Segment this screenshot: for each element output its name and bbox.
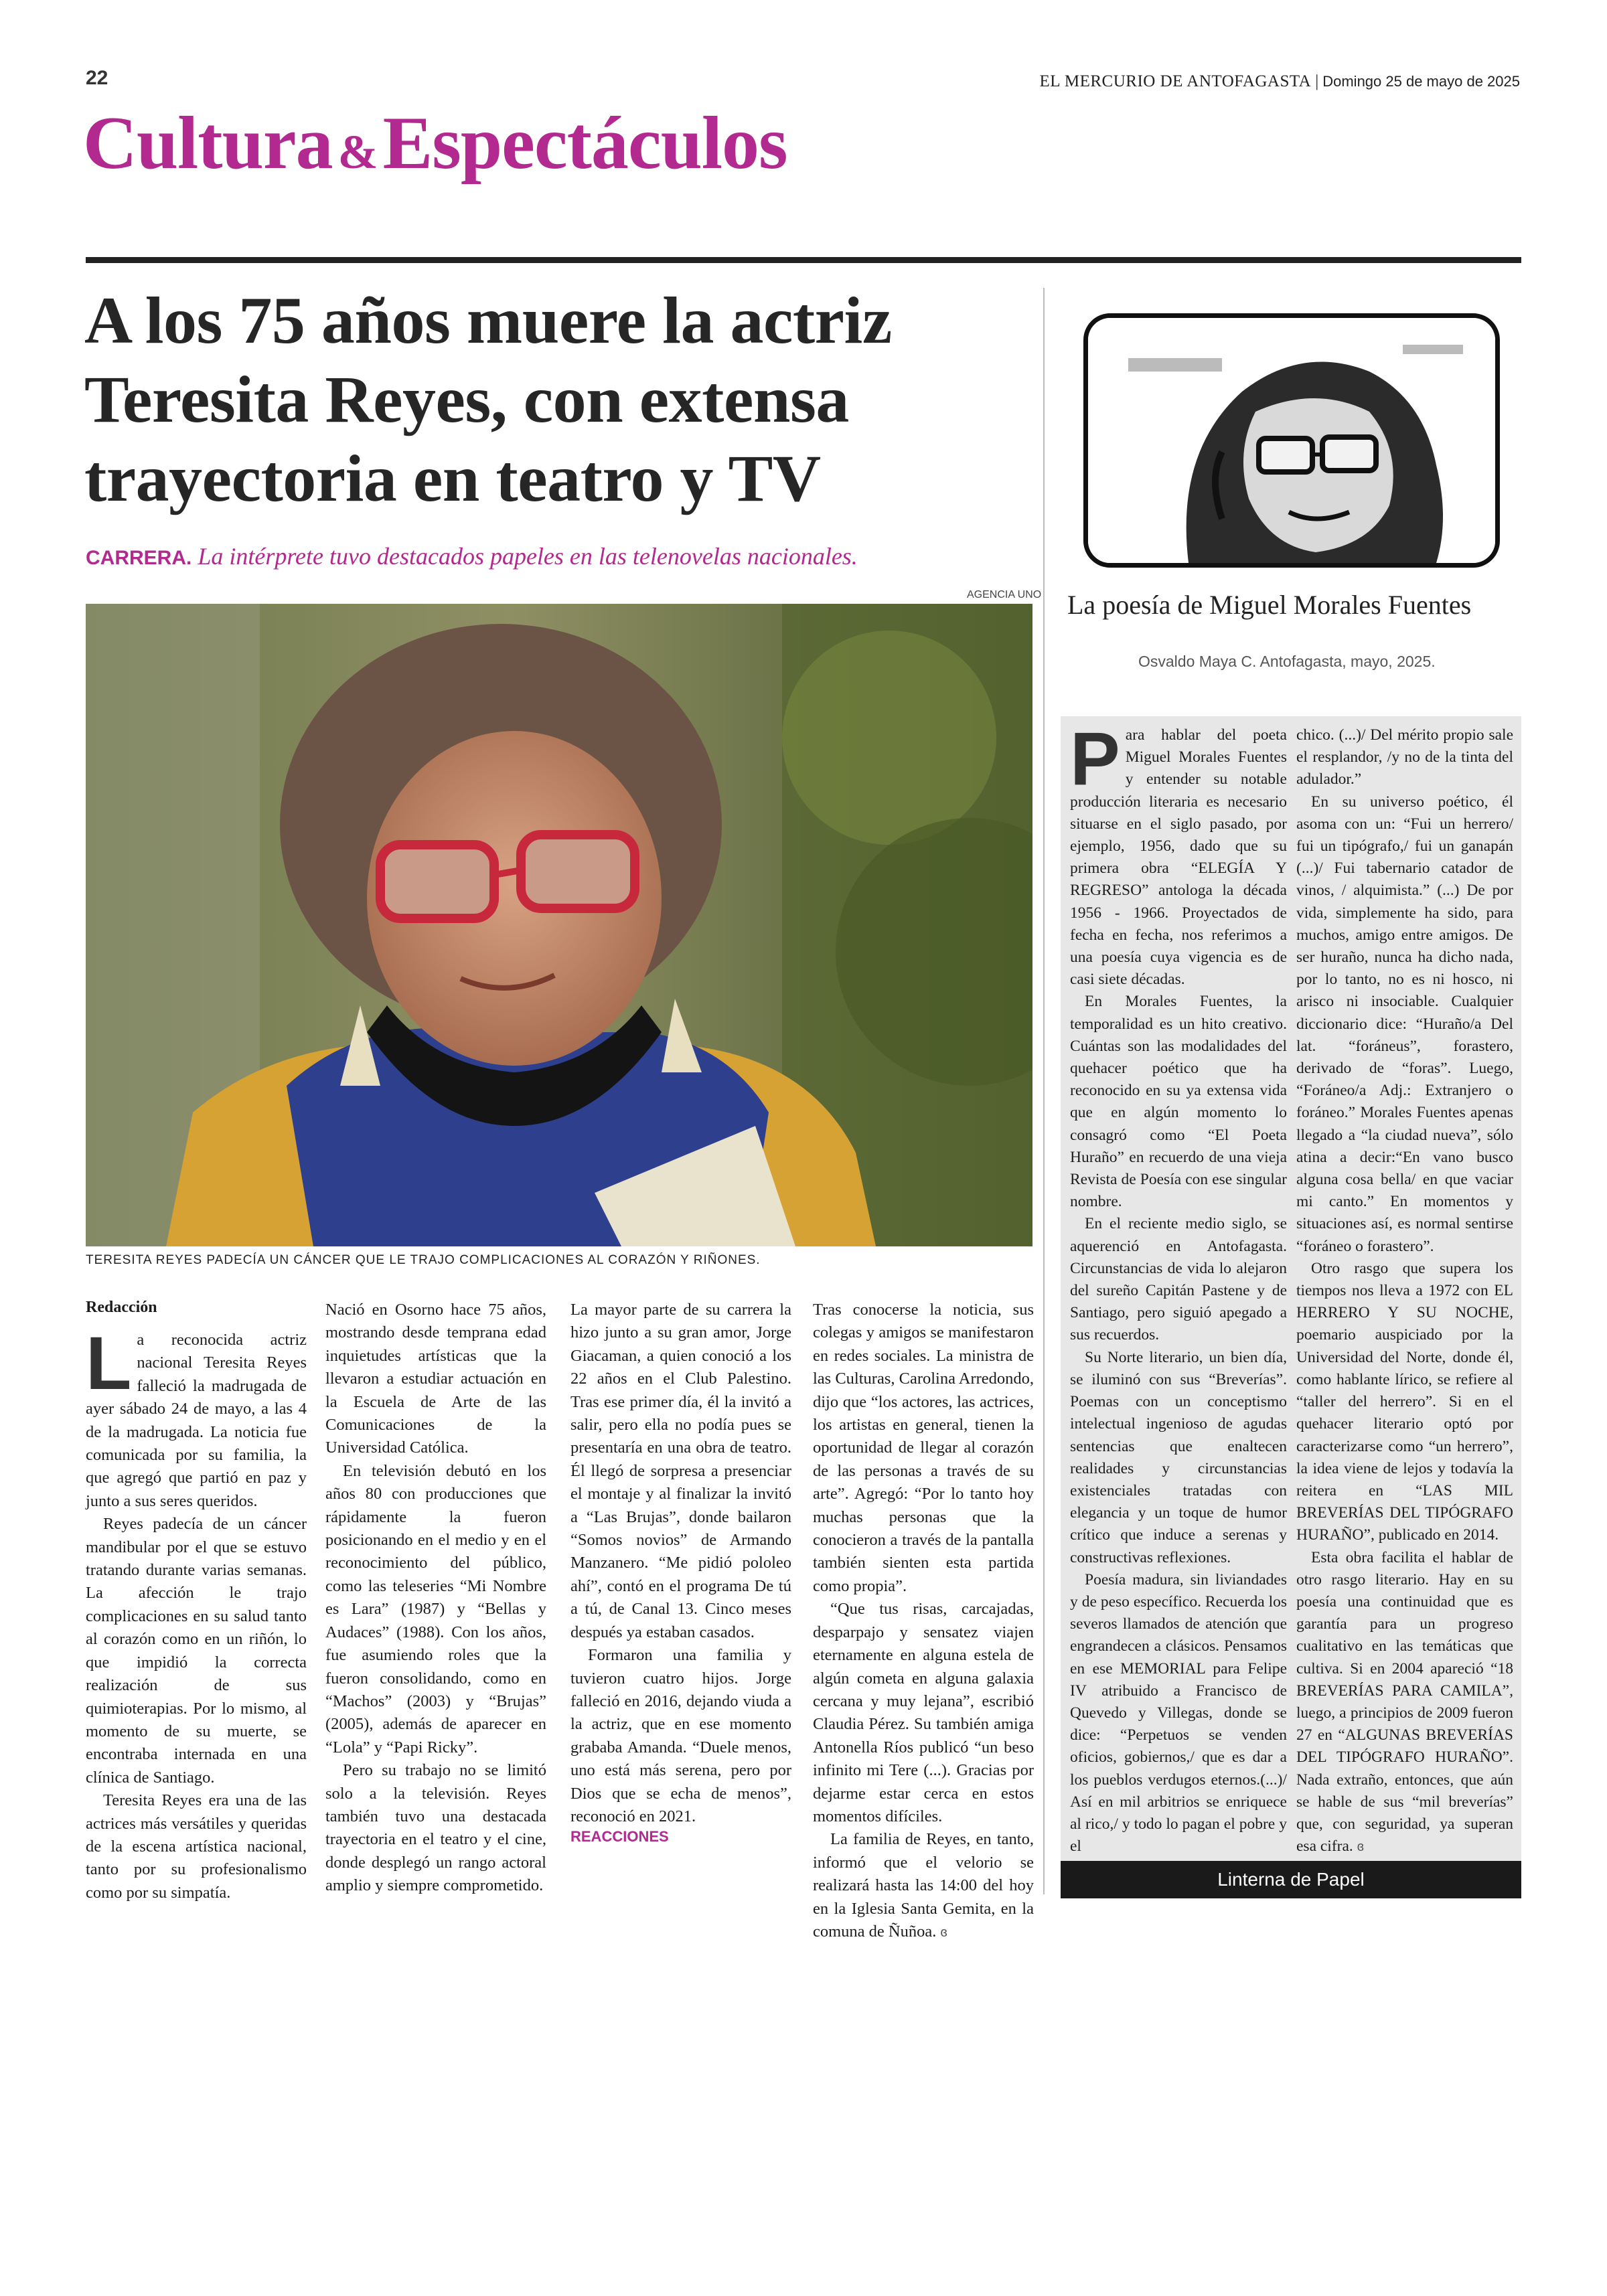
section-title — [83, 100, 787, 187]
article-paragraph — [86, 1321, 307, 1513]
photo-caption: TERESITA REYES PADECÍA UN CÁNCER QUE LE TRAJO COMPLICACIONES AL CORAZÓN Y RIÑONES. — [86, 1253, 761, 1267]
sidebar-paragraph: chico. (...)/ Del mérito propio sale el resplandor, /y no de la tinta del adulador.” — [1296, 726, 1513, 789]
article-subtitle: La intérprete tuvo destacados papeles en las telenovelas nacionales. — [198, 543, 858, 570]
article-paragraph: Pero su trabajo no se limitó solo a la televisión. Reyes también tuvo una destacada trayectoria en el teatro y el cine, donde desplegó un rango actoral amplio y siempre comprometido. — [325, 1761, 546, 1895]
sidebar-paragraph: En el reciente medio siglo, se aquerenció en Antofagasta. Circunstancias de vida lo alejaron del sureño Capitán Pastene y de Santiago, pero siguió apegado a sus recuerdos. — [1070, 1215, 1287, 1344]
article-paragraph: En televisión debutó en los años 80 con producciones que rápidamente la fueron posicionando en el medio y en el reconocimiento del público, como las teleseries “Mi Nombre es Lara” (1987) y “Bellas y Audaces” (1988). Con los años, fue asumiendo roles que la fueron consolidando, como en “Machos” (2003) y “Brujas” (2005), además de aparecer en “Lola” y “Papi Ricky”. — [325, 1461, 546, 1756]
sidebar-paragraph: En su universo poético, él asoma con un: “Fui un herrero/ fui un tipógrafo,/ fui un ganapán (...)/ Fui tabernario catador de vinos, / alquimista.” (...) De por vida, simplemente ha sido, para muchos, amigo entre amigos. De ser huraño, nunca ha dicho nada, por lo tanto, no es ni hosco, ni arisco ni insociable. Cualquier diccionario dice: “Huraño/a Del lat. “foráneus”, forastero, derivado de “foras”. Luego, “Foráneo/a Adj.: Extranjero o foráneo.” Morales Fuentes apenas llegado a “la ciudad nueva”, sólo atina a decir:“En vano busco alguna cosa bella/ en que vaciar mi canto.” En momentos y situaciones así, es normal sentirse “foráneo o forastero”. — [1296, 793, 1513, 1255]
article-column-1 — [86, 1299, 307, 1904]
column-divider — [1043, 288, 1045, 1894]
section-title-right: Espectáculos — [382, 102, 787, 185]
end-mark-icon: ɞ — [940, 1924, 947, 1940]
article-subhead: REACCIONES — [570, 1828, 669, 1846]
sidebar-byline: Osvaldo Maya C. Antofagasta, mayo, 2025. — [1138, 653, 1436, 670]
sidebar-paragraph — [1070, 717, 1287, 991]
article-kicker — [86, 542, 858, 570]
sidebar-footer-bar: Linterna de Papel — [1061, 1861, 1521, 1898]
article-headline: A los 75 años muere la actriz Teresita Reyes, con extensa trayectoria en teatro y TV — [84, 283, 892, 515]
paragraph-text: Esta obra facilita el hablar de otro rasgo literario. Hay en su poesía una continuidad que es garantía para un progreso cualitativo en las temáticas que cultiva. Si en 2004 apareció “18 BREVERÍAS PARA CAMILA”, luego, a principios de 2009 fueron 27 en “ALGUNAS BREVERÍAS DEL TIPÓGRAFO HURAÑO”. Nada extraño, entonces, que aún se hable de sus “mil breverías” que, con seguridad, ya superan esa cifra. — [1296, 1548, 1513, 1856]
sidebar-paragraph: En Morales Fuentes, la temporalidad es un hito creativo. Cuántas son las modalidades del quehacer poético que ha reconocido en su ya extensa vida que en algún momento lo consagró como “El Poeta Huraño” en recuerdo de una vieja Revista de Poesía con ese singular nombre. — [1070, 993, 1287, 1211]
article-paragraph: La mayor parte de su carrera la hizo junto a su gran amor, Jorge Giacaman, a quien conoció a los 22 años en el Club Palestino. Tras ese primer día, él la invitó a salir, pero ella no podía pues se presentaría en una obra de teatro. Él llegó de sorpresa a presenciar el montaje y al finalizar la invitó a “Las Brujas”, donde bailaron “Somos novios” de Armando Manzanero. “Me pidió pololeo ahí”, contó en el programa De tú a tú, de Canal 13. Cinco meses después ya estaban casados. — [570, 1301, 791, 1641]
publication-date: Domingo 25 de mayo de 2025 — [1322, 73, 1520, 90]
paragraph-text: a reconocida actriz nacional Teresita Reyes falleció la madrugada de ayer sábado 24 de mayo, a las 4 de la madrugada. La noticia fue comunicada por su familia, la que agregó que partió en paz y junto a sus seres queridos. — [86, 1331, 307, 1510]
portrait-illustration — [86, 604, 1032, 1246]
sidebar-title: La poesía de Miguel Morales Fuentes — [1067, 590, 1472, 620]
article-paragraph: Nació en Osorno hace 75 años, mostrando desde temprana edad inquietudes artísticas que la llevaron a estudiar actuación en la Escuela de Arte de las Comunicaciones de la Universidad Católica. — [325, 1301, 546, 1457]
sidebar-paragraph: Su Norte literario, un bien día, se iluminó con sus “Breverías”. Poemas con un conceptismo intelectual ingenioso de agudas sentencias que enaltecen realidades y circunstancias existenciales tratadas con elegancia y un toque de humor crítico que induce a serenas y constructivas reflexiones. — [1070, 1348, 1287, 1566]
article-byline: Redacción — [86, 1299, 157, 1316]
end-mark-icon: ɞ — [1357, 1839, 1364, 1855]
paragraph-text: ara hablar del poeta Miguel Morales Fuentes y entender su notable producción literaria es necesario situarse en el siglo pasado, por ejemplo, 1956, dado que su primera obra “ELEGÍA Y REGRESO” antologa la década 1956 - 1966. Proyectados de fecha en fecha, nos referimos a una poesía cuya vigencia es de casi siete décadas. — [1070, 726, 1287, 989]
article-paragraph: Teresita Reyes era una de las actrices más versátiles y queridas de la escena artística nacional, tanto por su profesionalismo como por su simpatía. — [86, 1791, 307, 1902]
publication-name: EL MERCURIO DE ANTOFAGASTA — [1039, 72, 1312, 90]
article-paragraph: Tras conocerse la noticia, sus colegas y amigos se manifestaron en redes sociales. La ministra de las Culturas, Carolina Arredondo, dijo que “los actores, las actrices, los artistas en general, tienen la oportunidad de llegar al corazón de las personas a través de su arte”. Agregó: “Por lo tanto hoy muchas personas que la conocieron a través de la pantalla también sienten esta partida como propia”. — [813, 1301, 1035, 1595]
page-number: 22 — [86, 67, 108, 89]
sidebar-illustration — [1083, 313, 1500, 568]
kicker-label: CARRERA. — [86, 547, 192, 569]
article-paragraph — [813, 1828, 1034, 1944]
article-paragraph: Formaron una familia y tuvieron cuatro hijos. Jorge falleció en 2016, dejando viuda a la actriz, que en ese momento grababa Amanda. “Duele menos, uno está más serena, pero por Dios que se echa de menos”, reconoció en 2021. — [570, 1646, 791, 1825]
article-photo — [86, 604, 1032, 1246]
article-column-4 — [813, 1299, 1034, 1944]
article-column-2 — [325, 1299, 546, 1898]
author-portrait-icon — [1088, 318, 1495, 563]
photo-credit: AGENCIA UNO — [967, 589, 1042, 600]
article-paragraph: Reyes padecía de un cáncer mandibular por el que se estuvo tratando durante varias semanas. La afección le trajo complicaciones en su salud tanto al corazón como en un riñón, lo que impidió la correcta realización de sus quimioterapias. Por lo mismo, al momento de su muerte, se encontraba internada en una clínica de Santiago. — [86, 1515, 307, 1787]
sidebar-column-1 — [1070, 717, 1287, 1858]
drop-cap: L — [86, 1321, 132, 1405]
article-column-3 — [570, 1299, 791, 1846]
sidebar-paragraph: Otro rasgo que supera los tiempos nos lleva a 1972 con EL HERRERO Y SU NOCHE, poemario auspiciado por la Universidad del Norte, donde él, como hablante lírico, se refiere al “taller del herrero”. Si en el quehacer literario optó por caracterizarse como “un herrero”, la idea viene de lejos y todavía la reitera en “LAS MIL BREVERÍAS DEL TIPÓGRAFO HURAÑO”, publicado en 2014. — [1296, 1259, 1513, 1544]
article-paragraph: “Que tus risas, carcajadas, desparpajo y sensatez viajen eternamente en alguna estela de algún cometa en alguna galaxia cercana y muy lejana”, escribió Claudia Pérez. Su también amiga Antonella Ríos publicó “un beso infinito mi Tere (...). Gracias por dejarme estar cerca en estos momentos difíciles. — [813, 1600, 1034, 1825]
sidebar-drop-cap: P — [1070, 717, 1120, 801]
masthead — [1040, 72, 1520, 91]
masthead-separator: | — [1315, 72, 1319, 90]
section-title-amp: & — [337, 125, 378, 179]
section-title-left: Cultura — [83, 102, 333, 185]
sidebar-paragraph — [1296, 1547, 1513, 1859]
sidebar-column-2 — [1296, 724, 1513, 1858]
paragraph-text: La familia de Reyes, en tanto, informó que el velorio se realizará hasta las 14:00 del hoy en la Iglesia Santa Gemita, en la comuna de Ñuñoa. — [813, 1830, 1034, 1941]
sidebar-paragraph: Poesía madura, sin liviandades y de peso específico. Recuerda los severos llamados de atención que engrandecen a clásicos. Pensamos en ese MEMORIAL para Felipe IV atribuido a Francisco de Quevedo y Villegas, donde se dice: “Perpetuos se venden oficios, gobiernos,/ que es dar a los pueblos verdugos eternos.(...)/ Así en mil arbitrios se enriquece al rico,/ y todo lo pagan el pobre y el — [1070, 1570, 1287, 1856]
top-rule — [86, 257, 1521, 263]
